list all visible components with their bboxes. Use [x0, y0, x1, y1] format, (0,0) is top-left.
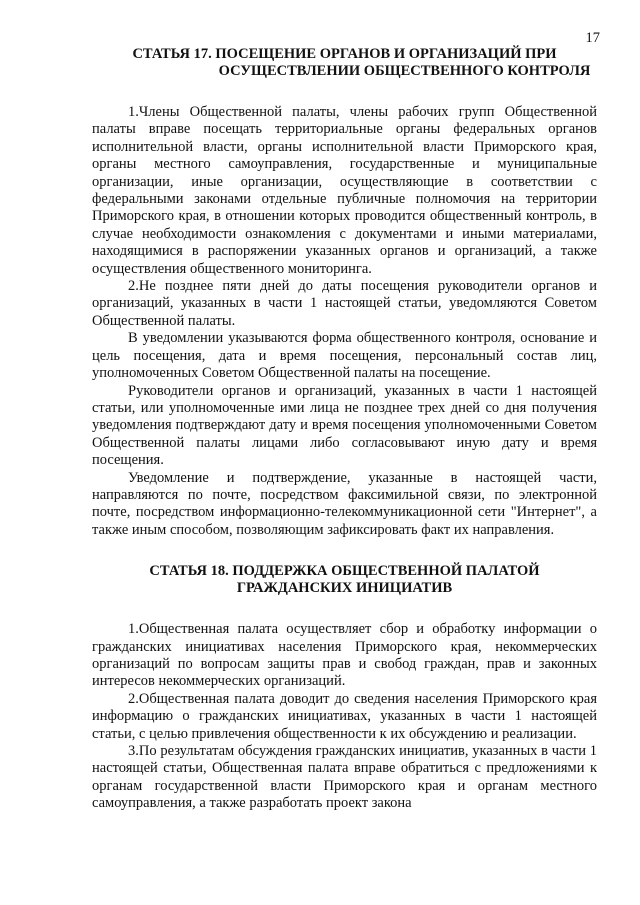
section-17-heading-line1: СТАТЬЯ 17. ПОСЕЩЕНИЕ ОРГАНОВ И ОРГАНИЗАЦИЙ ПРИ [132, 46, 557, 62]
page-number: 17 [585, 30, 600, 46]
section-17-paragraph-5: Уведомление и подтверждение, указанные в настоящей части, направляются по почте, посредством факсимильной связи, по электронной почте, посредством информационно-телекоммуникационной сети "Интернет", а также иным способом, позволяющим зафиксировать факт их направления. [92, 469, 597, 538]
document-content [92, 46, 597, 813]
section-18-paragraph-3: 3.По результатам обсуждения гражданских инициатив, указанных в части 1 настоящей статьи, Общественная палата вправе обратиться с предложениями к органам государственной власти Приморского края и органам местного самоуправления, а также разработать проект закона [92, 743, 597, 812]
section-17-paragraph-3: В уведомлении указываются форма общественного контроля, основание и цель посещения, дата и время посещения, персональный состав лиц, уполномоченных Советом Общественной палаты на посещение. [92, 330, 597, 382]
section-17-heading [92, 46, 597, 80]
section-17-body [92, 104, 597, 539]
section-17-heading-line2: ОСУЩЕСТВЛЕНИИ ОБЩЕСТВЕННОГО КОНТРОЛЯ [218, 63, 591, 79]
section-18-body [92, 621, 597, 812]
section-17-paragraph-2: 2.Не позднее пяти дней до даты посещения руководители органов и организаций, указанных в части 1 настоящей статьи, уведомляются Советом Общественной палаты. [92, 278, 597, 329]
section-18-paragraph-1: 1.Общественная палата осуществляет сбор и обработку информации о гражданских инициативах населения Приморского края, некоммерческих организаций по вопросам защиты прав и свобод граждан, прав и законных интересов некоммерческих организаций. [92, 621, 597, 690]
section-18-heading-line1: СТАТЬЯ 18. ПОДДЕРЖКА ОБЩЕСТВЕННОЙ ПАЛАТОЙ [149, 563, 540, 580]
section-18-heading-line2: ГРАЖДАНСКИХ ИНИЦИАТИВ [236, 580, 453, 597]
section-18-heading [92, 563, 597, 597]
section-17-paragraph-1: 1.Члены Общественной палаты, члены рабочих групп Общественной палаты вправе посещать территориальные органы федеральных органов исполнительной власти, органы исполнительной власти Приморского края, органы местного самоуправления, государственные и муниципальные организации, иные организации, осуществляющие в соответствии с федеральными законами отдельные публичные полномочия на территории Приморского края, в отношении которых проводится общественный контроль, в случае необходимости ознакомления с документами и иными материалами, находящимися в распоряжении указанных органов и организаций, а также осуществления общественного мониторинга. [92, 104, 597, 277]
section-18-paragraph-2: 2.Общественная палата доводит до сведения населения Приморского края информацию о гражданских инициативах, указанных в части 1 настоящей статьи, с целью привлечения общественности к их обсуждению и реализации. [92, 690, 597, 742]
section-17-paragraph-4: Руководители органов и организаций, указанных в части 1 настоящей статьи, или уполномоченные ими лица не позднее трех дней со дня получения уведомления подтверждают дату и время посещения уполномоченными Советом Общественной палаты лицами либо согласовывают иную дату и время посещения. [92, 382, 597, 469]
